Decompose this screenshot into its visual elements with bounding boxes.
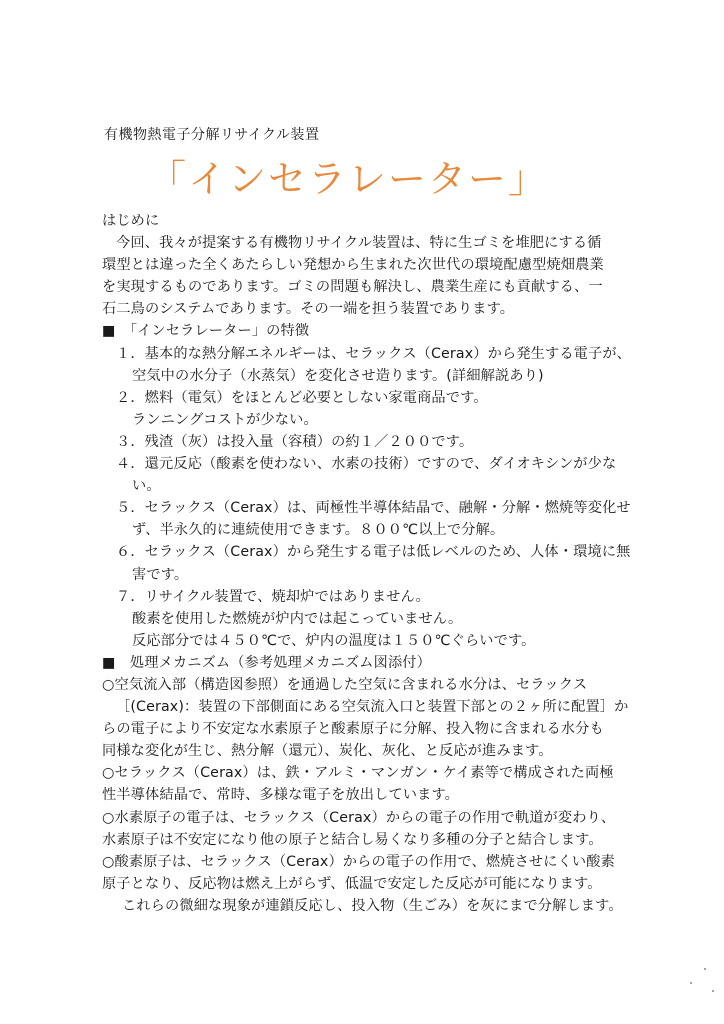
paragraph-line: を実現するものであります。ゴミの問題も解決し、農業生産にも貢献する、一 <box>102 279 603 296</box>
closing-line: これらの微細な現象が連鎖反応し、投入物（生ごみ）を灰にまで分解します。 <box>122 897 623 914</box>
feature-item-2-cont: ランニングコストが少ない。 <box>132 411 318 428</box>
feature-item-6-cont: 害です。 <box>132 566 189 583</box>
feature-item-5: ５．セラックス（Cerax）は、両極性半導体結晶で、融解・分解・燃焼等変化せ <box>116 500 631 517</box>
feature-item-3: ３．残渣（灰）は投入量（容積）の約１／２００です。 <box>116 433 474 450</box>
document-title: 「インセラレーター」 <box>148 157 549 201</box>
mechanism-line: 性半導体結晶で、常時、多様な電子を放出しています。 <box>102 787 460 804</box>
scan-speck <box>712 990 714 992</box>
feature-item-1: １．基本的な熱分解エネルギーは、セラックス（Cerax）から発生する電子が、 <box>116 345 632 362</box>
feature-item-4-cont: い。 <box>132 478 161 495</box>
section-heading-features: ■ 「インセラレーター」の特徴 <box>102 323 310 340</box>
mechanism-line: らの電子により不安定な水素原子と酸素原子に分解、投入物に含まれる水分も <box>102 721 604 738</box>
mechanism-line: ［(Cerax)：装置の下部側面にある空気流入口と装置下部との２ヶ所に配置］か <box>116 699 629 716</box>
feature-item-7-cont: 反応部分では４５０℃で、炉内の温度は１５０℃ぐらいです。 <box>132 632 536 649</box>
mechanism-line: ○酸素原子は、セラックス（Cerax）からの電子の作用で、燃焼させにくい酸素 <box>102 853 615 870</box>
section-heading-mechanism: ■ 処理メカニズム（参考処理メカニズム図添付） <box>102 654 431 671</box>
feature-item-2: ２．燃料（電気）をほとんど必要としない家電商品です。 <box>116 389 488 406</box>
paragraph-line: 今回、我々が提案する有機物リサイクル装置は、特に生ゴミを堆肥にする循 <box>116 235 602 252</box>
document-subtitle: 有機物熱電子分解リサイクル装置 <box>104 127 320 143</box>
document-body <box>102 210 632 917</box>
mechanism-line: ○空気流入部（構造図参照）を通過した空気に含まれる水分は、セラックス <box>102 676 588 693</box>
scan-speck <box>690 982 692 984</box>
feature-item-7-cont: 酸素を使用した燃焼が炉内では起こっていません。 <box>132 610 463 627</box>
mechanism-line: 原子となり、反応物は燃え上がらず、低温で安定した反応が可能になります。 <box>102 875 602 892</box>
mechanism-line: 水素原子は不安定になり他の原子と結合し易くなり多種の分子と結合します。 <box>102 831 603 848</box>
paragraph-line: 石二鳥のシステムであります。その一端を担う装置であります。 <box>102 301 515 318</box>
feature-item-6: ６．セラックス（Cerax）から発生する電子は低レベルのため、人体・環境に無 <box>116 544 631 561</box>
mechanism-line: 同様な変化が生じ、熱分解（還元）、炭化、灰化、と反応が進みます。 <box>102 743 553 760</box>
feature-item-7: ７．リサイクル装置で、焼却炉ではありません。 <box>116 588 431 605</box>
scan-speck <box>704 968 706 970</box>
mechanism-line: ○セラックス（Cerax）は、鉄・アルミ・マンガン・ケイ素等で構成された両極 <box>102 765 614 782</box>
paragraph-line: 環型とは違った全くあたらしい発想から生まれた次世代の環境配慮型焼畑農業 <box>102 257 604 274</box>
feature-item-5-cont: ず、半永久的に連続使用できます。８００℃以上で分解。 <box>132 522 505 539</box>
feature-item-4: ４．還元反応（酸素を使わない、水素の技術）ですので、ダイオキシンが少な <box>116 456 617 473</box>
section-heading-intro: はじめに <box>102 213 160 229</box>
mechanism-line: ○水素原子の電子は、セラックス（Cerax）からの電子の作用で軌道が変わり、 <box>102 809 616 826</box>
feature-item-1-cont: 空気中の水分子（水蒸気）を変化させ造ります。(詳細解説あり) <box>132 367 544 384</box>
